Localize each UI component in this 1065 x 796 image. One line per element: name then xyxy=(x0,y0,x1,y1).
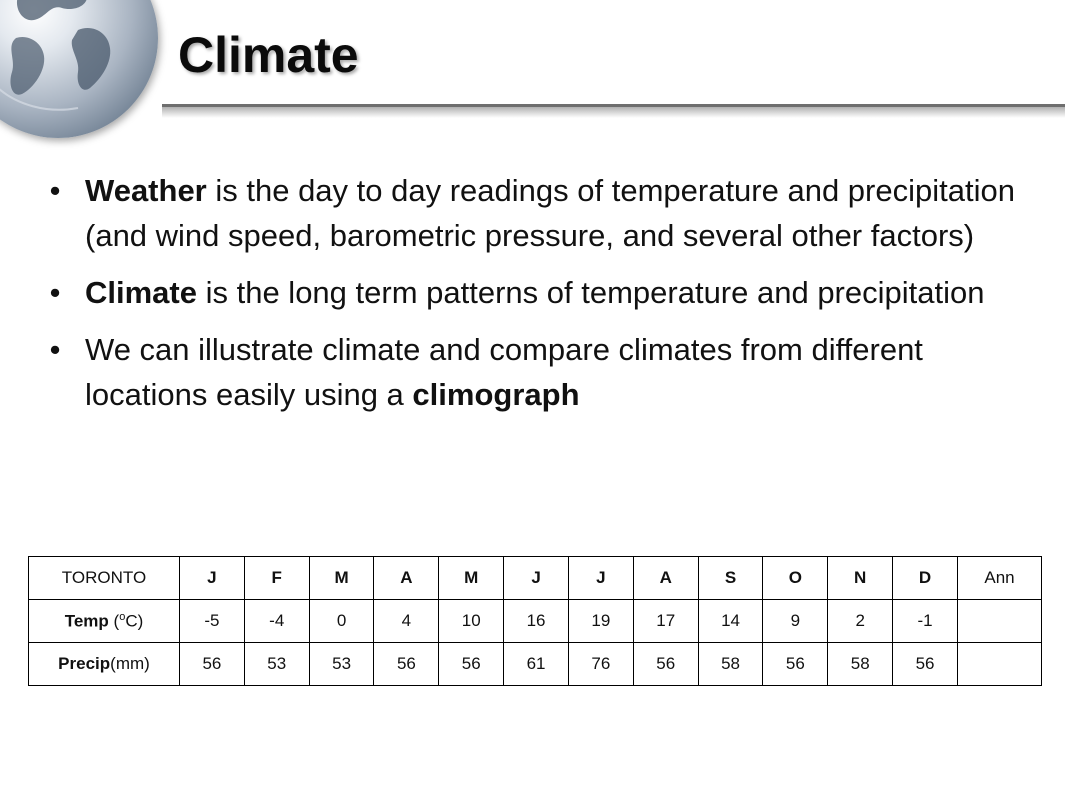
globe-continents-icon xyxy=(0,0,158,138)
temperature-cell: -4 xyxy=(244,600,309,643)
month-header: N xyxy=(828,557,893,600)
precipitation-cell: 56 xyxy=(633,643,698,686)
precipitation-cell: 76 xyxy=(568,643,633,686)
month-header: J xyxy=(504,557,569,600)
bullet-marker: • xyxy=(49,173,61,208)
term-climograph: climograph xyxy=(412,377,580,412)
term-weather: Weather xyxy=(85,173,207,208)
precipitation-cell: 56 xyxy=(439,643,504,686)
month-header: A xyxy=(374,557,439,600)
month-header: S xyxy=(698,557,763,600)
precipitation-cell: 58 xyxy=(828,643,893,686)
precipitation-row-label: Precip(mm) xyxy=(29,643,180,686)
month-header: F xyxy=(244,557,309,600)
temperature-cell: 19 xyxy=(568,600,633,643)
slide-title: Climate xyxy=(178,27,359,83)
temperature-cell: 0 xyxy=(309,600,374,643)
table-corner-label: TORONTO xyxy=(29,557,180,600)
climate-definition: is the long term patterns of temperature and precipitation xyxy=(196,275,985,310)
temperature-cell: 16 xyxy=(504,600,569,643)
month-header: O xyxy=(763,557,828,600)
temperature-cell: 10 xyxy=(439,600,504,643)
bullet-climate xyxy=(40,270,1025,315)
month-header: D xyxy=(893,557,958,600)
table-row-precipitation xyxy=(29,643,1042,686)
temperature-cell: 14 xyxy=(698,600,763,643)
temperature-cell: 2 xyxy=(828,600,893,643)
month-header: M xyxy=(309,557,374,600)
precipitation-cell: 58 xyxy=(698,643,763,686)
temperature-cell: 9 xyxy=(763,600,828,643)
month-header: J xyxy=(568,557,633,600)
precipitation-annual-cell xyxy=(958,643,1042,686)
precipitation-cell: 61 xyxy=(504,643,569,686)
temperature-cell: 17 xyxy=(633,600,698,643)
month-header: A xyxy=(633,557,698,600)
bullet-climograph xyxy=(40,327,1025,417)
precipitation-cell: 53 xyxy=(244,643,309,686)
bullet-marker: • xyxy=(49,275,61,310)
table-header-row xyxy=(29,557,1042,600)
weather-definition: is the day to day readings of temperature and precipitation (and wind speed, barometric pressure, and several other factors) xyxy=(85,173,1015,253)
term-climate: Climate xyxy=(85,275,197,310)
precipitation-cell: 56 xyxy=(893,643,958,686)
temperature-cell: 4 xyxy=(374,600,439,643)
bullet-marker: • xyxy=(49,332,61,367)
precipitation-cell: 56 xyxy=(374,643,439,686)
precipitation-cell: 56 xyxy=(180,643,245,686)
month-header: J xyxy=(180,557,245,600)
month-header: M xyxy=(439,557,504,600)
bullet-weather xyxy=(40,168,1025,258)
climograph-sentence: We can illustrate climate and compare climates from different locations easily using a xyxy=(85,332,923,412)
bullet-list xyxy=(40,168,1025,429)
precipitation-cell: 56 xyxy=(763,643,828,686)
temperature-annual-cell xyxy=(958,600,1042,643)
title-divider xyxy=(162,104,1065,118)
precipitation-cell: 53 xyxy=(309,643,374,686)
annual-header: Ann xyxy=(958,557,1042,600)
table-row-temperature xyxy=(29,600,1042,643)
temperature-row-label: Temp ($^o$C) xyxy=(29,600,180,643)
globe-logo xyxy=(0,0,158,138)
temperature-cell: -1 xyxy=(893,600,958,643)
temperature-cell: -5 xyxy=(180,600,245,643)
toronto-climate-table xyxy=(28,556,1042,686)
